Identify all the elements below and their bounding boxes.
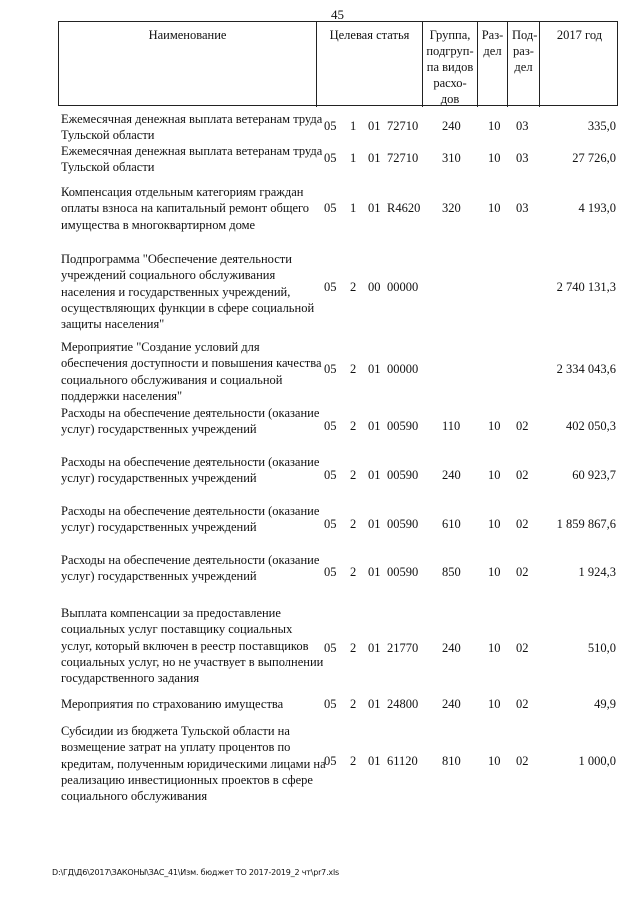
row-name: Ежемесячная денежная выплата ветеранам труда Тульской области	[61, 144, 323, 175]
row-section: 10	[488, 517, 501, 531]
row-t1: 05	[324, 151, 337, 165]
row-amount: 335,0	[587, 119, 616, 133]
row-t2: 1	[350, 201, 357, 215]
header-target: Целевая статья	[317, 22, 423, 107]
row-amount: 402 050,3	[566, 419, 616, 433]
row-subsection: 02	[516, 754, 529, 768]
row-t1: 05	[324, 517, 337, 531]
row-group: 240	[442, 697, 461, 711]
row-amount: 2 740 131,3	[556, 280, 616, 294]
row-t3: 01	[368, 119, 381, 133]
row-name: Субсидии из бюджета Тульской области на возмещение затрат на уплату процентов по кредитам, полученным юридическими лицами на реализацию инвестиционных проектов в сфере социального обслуживания	[61, 724, 326, 804]
row-section: 10	[488, 754, 501, 768]
row-section: 10	[488, 119, 501, 133]
table-header	[58, 21, 618, 106]
row-t4: 00590	[387, 565, 419, 579]
row-name: Расходы на обеспечение деятельности (оказание услуг) государственных учреждений	[61, 406, 320, 437]
row-group: 810	[442, 754, 461, 768]
row-t4: 00000	[387, 280, 419, 294]
row-t4: 24800	[387, 697, 419, 711]
row-section: 10	[488, 151, 501, 165]
page-number: 45	[331, 7, 344, 22]
row-amount: 27 726,0	[572, 151, 616, 165]
row-t2: 2	[350, 565, 357, 579]
row-name: Мероприятие "Создание условий для обеспечения доступности и повышения качества социального обслуживания и социальной поддержки населения"	[61, 340, 322, 403]
row-subsection: 02	[516, 565, 529, 579]
row-t2: 2	[350, 754, 357, 768]
row-t3: 01	[368, 565, 381, 579]
header-group: Группа, подгруп-па видов расхо-дов	[423, 22, 478, 107]
row-group: 310	[442, 151, 461, 165]
row-name: Мероприятия по страхованию имущества	[61, 697, 284, 711]
header-name: Наименование	[59, 22, 317, 107]
row-t4: 72710	[387, 119, 419, 133]
row-t4: 72710	[387, 151, 419, 165]
row-name: Расходы на обеспечение деятельности (оказание услуг) государственных учреждений	[61, 553, 320, 584]
row-t4: 00000	[387, 362, 419, 376]
row-t2: 2	[350, 641, 357, 655]
row-name: Подпрограмма "Обеспечение деятельности учреждений социального обслуживания населения и государственных учреждений, осуществляющих функции в сфере социальной защиты населения"	[61, 252, 315, 332]
row-t2: 2	[350, 517, 357, 531]
row-t1: 05	[324, 201, 337, 215]
row-t4: 61120	[387, 754, 418, 768]
row-name: Выплата компенсации за предоставление социальных услуг поставщику социальных услуг, который включен в реестр поставщиков социальных услуг, но не участвует в выполнении государственного задания	[61, 606, 324, 686]
row-t3: 01	[368, 697, 381, 711]
row-group: 240	[442, 119, 461, 133]
row-t2: 1	[350, 119, 357, 133]
row-t1: 05	[324, 565, 337, 579]
row-name: Расходы на обеспечение деятельности (оказание услуг) государственных учреждений	[61, 455, 320, 486]
row-subsection: 02	[516, 697, 529, 711]
row-subsection: 02	[516, 517, 529, 531]
row-group: 240	[442, 641, 461, 655]
row-t2: 2	[350, 419, 357, 433]
row-t4: 00590	[387, 419, 419, 433]
row-t1: 05	[324, 419, 337, 433]
row-subsection: 03	[516, 151, 529, 165]
row-group: 110	[442, 419, 461, 433]
row-section: 10	[488, 419, 501, 433]
row-t3: 01	[368, 641, 381, 655]
row-t3: 01	[368, 362, 381, 376]
row-t2: 2	[350, 468, 357, 482]
header-year: 2017 год	[556, 28, 603, 42]
row-group: 240	[442, 468, 461, 482]
row-t3: 01	[368, 468, 381, 482]
row-amount: 60 923,7	[572, 468, 616, 482]
row-t3: 01	[368, 754, 381, 768]
row-group: 320	[442, 201, 461, 215]
row-amount: 1 924,3	[578, 565, 616, 579]
row-amount: 2 334 043,6	[556, 362, 616, 376]
row-section: 10	[488, 697, 501, 711]
row-t1: 05	[324, 362, 337, 376]
row-group: 850	[442, 565, 461, 579]
row-t4: 21770	[387, 641, 419, 655]
row-subsection: 02	[516, 641, 529, 655]
row-subsection: 03	[516, 119, 529, 133]
row-section: 10	[488, 468, 501, 482]
row-t2: 2	[350, 697, 357, 711]
row-t2: 2	[350, 280, 357, 294]
row-section: 10	[488, 201, 501, 215]
row-t2: 1	[350, 151, 357, 165]
row-t4: 00590	[387, 468, 419, 482]
row-t1: 05	[324, 697, 337, 711]
row-t3: 01	[368, 201, 381, 215]
row-amount: 49,9	[594, 697, 616, 711]
row-name: Ежемесячная денежная выплата ветеранам труда Тульской области	[61, 112, 323, 143]
row-t3: 00	[368, 280, 381, 294]
row-t3: 01	[368, 151, 381, 165]
header-subsection: Под-раз-дел	[508, 22, 540, 107]
row-t1: 05	[324, 119, 337, 133]
row-amount: 4 193,0	[578, 201, 616, 215]
file-path-footer: D:\ГД\Д6\2017\ЗАКОНЫ\ЗАС_41\Изм. бюджет ТО 2017-2019_2 чт\pr7.xls	[52, 868, 339, 877]
row-t3: 01	[368, 419, 381, 433]
row-t2: 2	[350, 362, 357, 376]
row-section: 10	[488, 565, 501, 579]
row-t3: 01	[368, 517, 381, 531]
row-t4: R4620	[387, 201, 421, 215]
row-group: 610	[442, 517, 461, 531]
header-section: Раз-дел	[478, 22, 508, 107]
row-t1: 05	[324, 280, 337, 294]
row-name: Компенсация отдельным категориям граждан оплаты взноса на капитальный ремонт общего имущества в многоквартирном доме	[61, 185, 310, 232]
row-subsection: 02	[516, 468, 529, 482]
row-amount: 510,0	[587, 641, 616, 655]
row-section: 10	[488, 641, 501, 655]
row-amount: 1 859 867,6	[556, 517, 616, 531]
row-t1: 05	[324, 468, 337, 482]
row-t1: 05	[324, 641, 337, 655]
row-t1: 05	[324, 754, 337, 768]
row-amount: 1 000,0	[578, 754, 616, 768]
row-subsection: 02	[516, 419, 529, 433]
row-t4: 00590	[387, 517, 419, 531]
row-subsection: 03	[516, 201, 529, 215]
row-name: Расходы на обеспечение деятельности (оказание услуг) государственных учреждений	[61, 504, 320, 535]
